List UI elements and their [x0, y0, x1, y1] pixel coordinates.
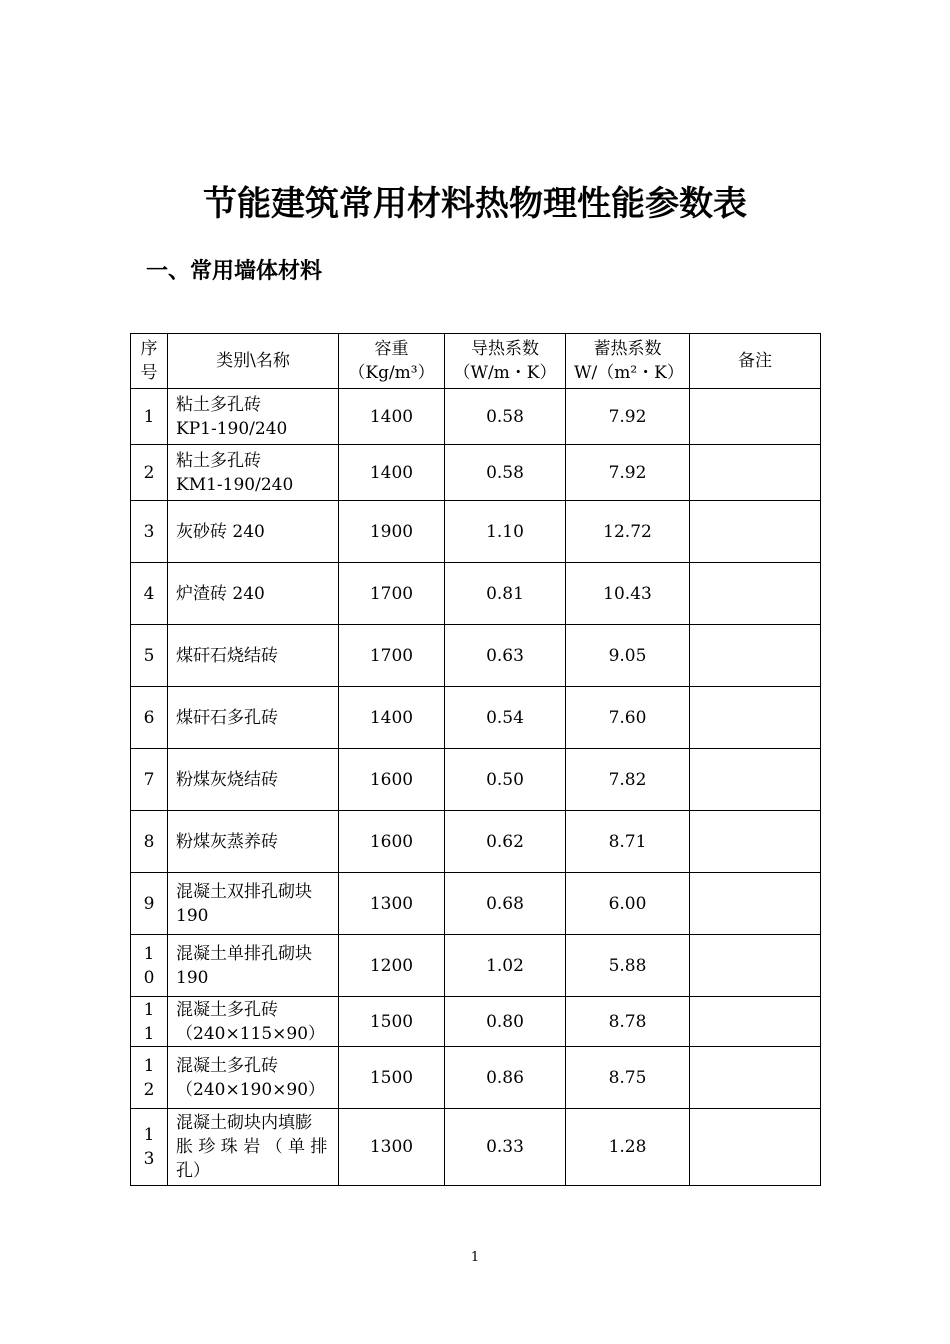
cell-note [690, 445, 821, 501]
cell-note [690, 1109, 821, 1186]
cell-seq: 9 [131, 873, 168, 935]
table-row [131, 625, 821, 687]
header-name [168, 334, 339, 389]
cell-heat-storage: 7.92 [566, 445, 690, 501]
cell-heat-storage: 1.28 [566, 1109, 690, 1186]
cell-seq: 11 [131, 997, 168, 1047]
cell-name-line: 混凝土多孔砖 [176, 999, 278, 1020]
cell-conductivity: 0.58 [445, 445, 566, 501]
cell-density: 1400 [339, 389, 445, 445]
header-conductivity [445, 334, 566, 389]
cell-note [690, 687, 821, 749]
table-row [131, 445, 821, 501]
cell-name [168, 1109, 339, 1186]
cell-heat-storage: 7.60 [566, 687, 690, 749]
cell-note [690, 389, 821, 445]
cell-conductivity: 0.81 [445, 563, 566, 625]
cell-note [690, 1047, 821, 1109]
cell-density: 1700 [339, 563, 445, 625]
cell-heat-storage: 10.43 [566, 563, 690, 625]
cell-heat-storage: 6.00 [566, 873, 690, 935]
cell-name [168, 873, 339, 935]
cell-seq: 10 [131, 935, 168, 997]
cell-conductivity: 0.63 [445, 625, 566, 687]
cell-heat-storage: 8.71 [566, 811, 690, 873]
cell-name [168, 501, 339, 563]
cell-density: 1500 [339, 997, 445, 1047]
cell-density: 1300 [339, 873, 445, 935]
cell-name [168, 687, 339, 749]
cell-name [168, 997, 339, 1047]
header-line: 号 [140, 363, 158, 383]
header-heat-storage [566, 334, 690, 389]
document-title: 节能建筑常用材料热物理性能参数表 [203, 184, 747, 224]
cell-name-line: 粉煤灰烧结砖 [176, 769, 278, 790]
cell-density: 1600 [339, 749, 445, 811]
header-note [690, 334, 821, 389]
cell-note [690, 997, 821, 1047]
table-row [131, 1047, 821, 1109]
cell-density: 1700 [339, 625, 445, 687]
cell-name-line: 煤矸石多孔砖 [176, 707, 278, 728]
cell-seq: 5 [131, 625, 168, 687]
cell-seq: 1 [131, 389, 168, 445]
header-line: 备注 [738, 351, 772, 371]
cell-conductivity: 0.80 [445, 997, 566, 1047]
cell-note [690, 625, 821, 687]
cell-conductivity: 0.86 [445, 1047, 566, 1109]
table-header-row [131, 334, 821, 389]
header-density [339, 334, 445, 389]
cell-name-line: 粉煤灰蒸养砖 [176, 831, 278, 852]
table-row [131, 873, 821, 935]
cell-name-line: KP1-190/240 [176, 418, 288, 439]
cell-name-line: 混凝土双排孔砌块 [176, 881, 312, 902]
cell-conductivity: 1.10 [445, 501, 566, 563]
cell-heat-storage: 7.82 [566, 749, 690, 811]
cell-name-line: 灰砂砖 240 [176, 521, 265, 542]
cell-seq: 6 [131, 687, 168, 749]
cell-name-line: （240×115×90） [176, 1023, 326, 1044]
cell-name-line: 粘土多孔砖 [176, 450, 261, 471]
table-row [131, 749, 821, 811]
header-line: （W/m・K） [453, 363, 557, 383]
cell-conductivity: 1.02 [445, 935, 566, 997]
cell-conductivity: 0.68 [445, 873, 566, 935]
cell-name-line: （240×190×90） [176, 1079, 326, 1100]
cell-name [168, 811, 339, 873]
header-line: 类别\名称 [216, 351, 290, 371]
cell-name-line: 煤矸石烧结砖 [176, 645, 278, 666]
page-number: 1 [470, 1250, 480, 1265]
cell-name [168, 1047, 339, 1109]
cell-density: 1200 [339, 935, 445, 997]
cell-note [690, 501, 821, 563]
cell-note [690, 873, 821, 935]
cell-name [168, 749, 339, 811]
cell-note [690, 563, 821, 625]
section-heading: 一、常用墙体材料 [146, 259, 323, 284]
table-row [131, 811, 821, 873]
cell-heat-storage: 5.88 [566, 935, 690, 997]
header-line: 序 [140, 339, 158, 359]
cell-name-line: 混凝土单排孔砌块 [176, 943, 312, 964]
cell-seq: 13 [131, 1109, 168, 1186]
cell-conductivity: 0.54 [445, 687, 566, 749]
cell-name [168, 563, 339, 625]
cell-conductivity: 0.33 [445, 1109, 566, 1186]
cell-conductivity: 0.58 [445, 389, 566, 445]
cell-density: 1600 [339, 811, 445, 873]
cell-name-line: 孔） [176, 1161, 210, 1181]
table-row [131, 687, 821, 749]
cell-name-line: 胀 珍 珠 岩 （ 单 排 [176, 1137, 328, 1157]
cell-density: 1400 [339, 445, 445, 501]
cell-name [168, 445, 339, 501]
cell-heat-storage: 8.75 [566, 1047, 690, 1109]
cell-heat-storage: 9.05 [566, 625, 690, 687]
cell-name [168, 389, 339, 445]
cell-conductivity: 0.62 [445, 811, 566, 873]
cell-heat-storage: 7.92 [566, 389, 690, 445]
cell-name-line: 混凝土砌块内填膨 [176, 1113, 312, 1133]
table-row [131, 1109, 821, 1186]
table-row [131, 935, 821, 997]
cell-seq: 2 [131, 445, 168, 501]
cell-density: 1900 [339, 501, 445, 563]
cell-seq: 4 [131, 563, 168, 625]
cell-name-line: 粘土多孔砖 [176, 394, 261, 415]
table-row [131, 563, 821, 625]
cell-name-line: 190 [176, 905, 209, 926]
table-row [131, 997, 821, 1047]
cell-seq: 12 [131, 1047, 168, 1109]
cell-name-line: 190 [176, 967, 209, 988]
header-line: W/（m²・K） [574, 363, 684, 383]
header-seq [131, 334, 168, 389]
cell-note [690, 935, 821, 997]
cell-heat-storage: 8.78 [566, 997, 690, 1047]
cell-heat-storage: 12.72 [566, 501, 690, 563]
table-row [131, 501, 821, 563]
cell-density: 1400 [339, 687, 445, 749]
cell-density: 1300 [339, 1109, 445, 1186]
cell-density: 1500 [339, 1047, 445, 1109]
cell-name [168, 935, 339, 997]
cell-name [168, 625, 339, 687]
cell-seq: 8 [131, 811, 168, 873]
header-line: 导热系数 [471, 339, 539, 359]
header-line: （Kg/m³） [348, 363, 435, 383]
cell-seq: 7 [131, 749, 168, 811]
cell-conductivity: 0.50 [445, 749, 566, 811]
cell-name-line: 炉渣砖 240 [176, 583, 265, 604]
header-line: 容重 [374, 339, 409, 359]
cell-note [690, 749, 821, 811]
cell-seq: 3 [131, 501, 168, 563]
cell-note [690, 811, 821, 873]
materials-table [130, 333, 821, 1186]
cell-name-line: KM1-190/240 [176, 474, 294, 495]
header-line: 蓄热系数 [593, 339, 662, 359]
table-row [131, 389, 821, 445]
cell-name-line: 混凝土多孔砖 [176, 1055, 278, 1076]
